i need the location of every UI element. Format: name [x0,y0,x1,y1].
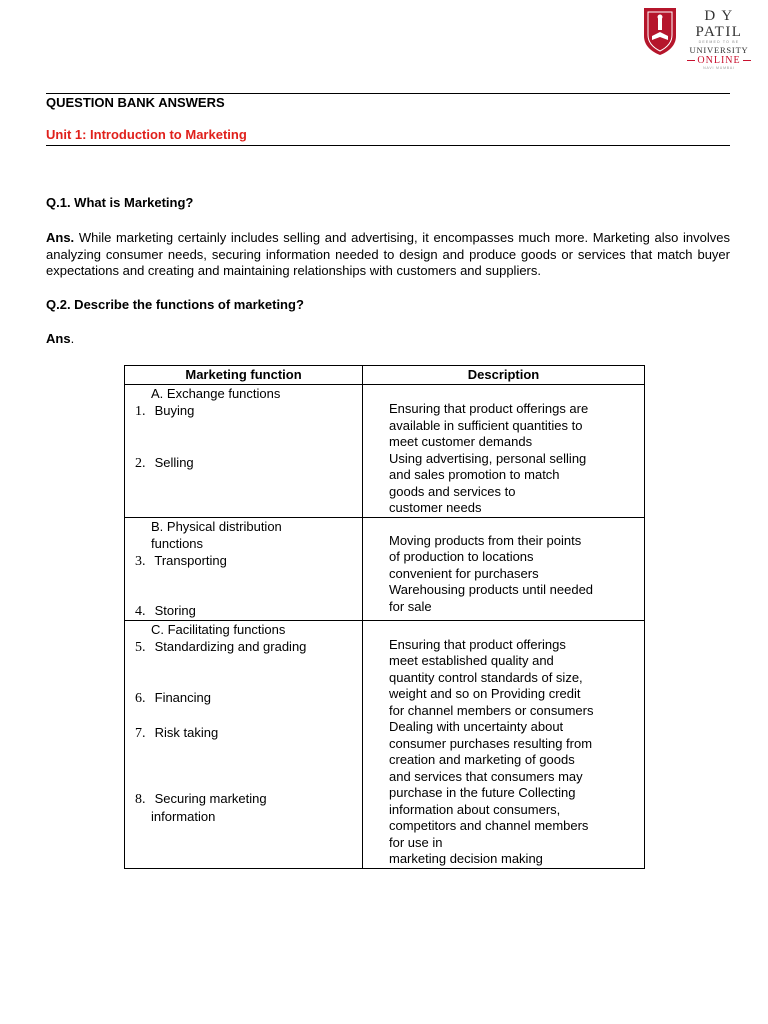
function-item-cont: information [151,808,216,824]
function-item: 3. Transporting [135,552,227,569]
table-header-row [125,366,645,385]
marketing-functions-table [124,365,645,869]
header-description: Description [363,366,645,385]
answer-1 [46,230,730,280]
top-rule [46,93,730,94]
group-title-cont: functions [151,535,204,551]
logo-tagline: DEEMED TO BE [698,40,740,44]
doc-title: QUESTION BANK ANSWERS [46,95,225,110]
table-row [125,517,645,620]
group-title: C. Facilitating functions [151,621,286,637]
function-item: 7. Risk taking [135,724,219,741]
description-cell: Ensuring that product offerings are available in sufficient quantities to meet customer demands Using advertising, personal selling and sales promotion to match goods and services to customer needs [363,385,645,518]
answer-1-text: While marketing certainly includes selling and advertising, it encompasses much more. Marketing also involves analyzing consumer needs, securing information needed to design and produce goods or services that match buyer expectations and creating and maintaining relationships with customers and suppliers. [46,230,730,278]
logo-location: NAVI MUMBAI [703,66,735,70]
function-item: 1. Buying [135,403,195,419]
university-logo [642,6,752,70]
question-2: Q.2. Describe the functions of marketing? [46,297,304,312]
function-item: 4. Storing [135,602,196,619]
answer-label: Ans. [46,230,75,245]
logo-online: ONLINE [680,55,758,66]
logo-university: UNIVERSITY [689,45,749,55]
group-title: B. Physical distribution [151,518,282,534]
function-item: 8. Securing marketing [135,790,267,807]
question-1: Q.1. What is Marketing? [46,195,194,210]
answer-2-label: Ans. [46,331,75,346]
function-cell [125,620,363,868]
unit-heading: Unit 1: Introduction to Marketing [46,127,247,142]
logo-name: D Y PATIL [695,8,743,40]
function-item: 5. Standardizing and grading [135,638,307,655]
function-item: 2. Selling [135,455,194,471]
group-title: A. Exchange functions [151,386,281,401]
function-cell [125,517,363,620]
header-marketing-function: Marketing function [125,366,363,385]
description-cell: Ensuring that product offerings meet established quality and quantity control standards of size, weight and so on Providing credit for channel members or consumers Dealing with uncertainty about consumer purchases resulting from creation and marketing of goods and services that consumers may purchase in the future Collecting information about consumers, competitors and channel members for use in marketing decision making [363,620,645,868]
shield-crest-icon [642,6,678,56]
table-row [125,385,645,518]
table-row [125,620,645,868]
function-cell [125,385,363,518]
function-item: 6. Financing [135,689,211,706]
bottom-rule [46,145,730,146]
description-cell: Moving products from their points of production to locations convenient for purchasers Warehousing products until needed for sale [363,517,645,620]
